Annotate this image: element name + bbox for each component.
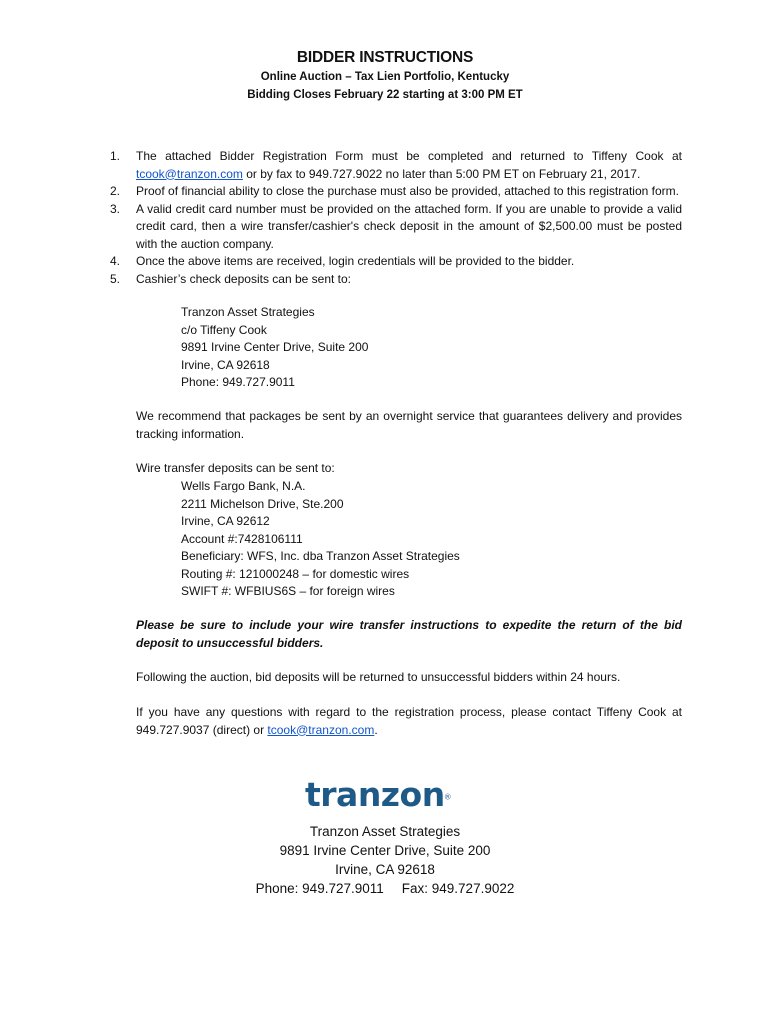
- wire-line: 2211 Michelson Drive, Ste.200: [181, 496, 344, 511]
- tranzon-logo: [305, 775, 470, 815]
- list-item-text: Proof of financial ability to close the purchase must also be provided, attached to this registration form.: [136, 184, 679, 198]
- instruction-list: [110, 148, 682, 288]
- page-title: BIDDER INSTRUCTIONS: [296, 49, 474, 66]
- footer-fax: Fax: 949.727.9022: [401, 881, 515, 896]
- wire-line: Beneficiary: WFS, Inc. dba Tranzon Asset Strategies: [181, 549, 460, 563]
- auction-subtitle: Online Auction – Tax Lien Portfolio, Kentucky: [260, 71, 510, 83]
- email-link[interactable]: tcook@tranzon.com: [136, 166, 243, 181]
- contact-text: If you have any questions with regard to the registration process, please contact Tiffeny Cook at 949.727.9037 (direct) or: [136, 705, 682, 737]
- address-line: Irvine, CA 92618: [181, 357, 270, 372]
- list-item: [110, 271, 682, 289]
- contact-note: [136, 704, 682, 739]
- address-line: Tranzon Asset Strategies: [181, 305, 315, 319]
- wire-line: Wells Fargo Bank, N.A.: [181, 479, 306, 493]
- list-number: 5.: [110, 271, 121, 286]
- list-number: 4.: [110, 254, 121, 268]
- list-item-text: Once the above items are received, login credentials will be provided to the bidder.: [136, 254, 575, 268]
- footer-phone: Phone: 949.727.9011: [255, 881, 384, 896]
- list-item-text: or by fax to 949.727.9022 no later than 5:00 PM ET on February 21, 2017.: [242, 166, 641, 181]
- footer-street: 9891 Irvine Center Drive, Suite 200: [279, 843, 491, 858]
- footer-company: Tranzon Asset Strategies: [309, 824, 461, 839]
- list-item: [110, 148, 682, 183]
- list-item: [110, 253, 682, 271]
- list-item: [110, 183, 682, 201]
- list-item-text: Cashier’s check deposits can be sent to:: [136, 271, 352, 286]
- list-number: 1.: [110, 149, 121, 163]
- wire-line: Irvine, CA 92612: [181, 514, 270, 528]
- address-line: c/o Tiffeny Cook: [181, 322, 267, 337]
- list-number: 2.: [110, 184, 121, 198]
- return-note: Following the auction, bid deposits will be returned to unsuccessful bidders within 24 hours.: [136, 670, 621, 684]
- list-item-text: A valid credit card number must be provided on the attached form. If you are unable to provide a valid credit card, then a wire transfer/cashier's check deposit in the amount of $2,500.00 must be posted with the auction company.: [136, 201, 682, 251]
- wire-address-block: [181, 478, 460, 601]
- closing-subtitle: Bidding Closes February 22 starting at 3:00 PM ET: [247, 89, 523, 101]
- list-number: 3.: [110, 201, 121, 216]
- overnight-note: We recommend that packages be sent by an overnight service that guarantees delivery and provides tracking information.: [136, 409, 682, 441]
- logo-wordmark: tranzon: [305, 775, 445, 814]
- wire-instructions-emphasis: Please be sure to include your wire transfer instructions to expedite the return of the bid deposit to unsuccessful bidders.: [136, 618, 682, 650]
- footer-city: Irvine, CA 92618: [335, 862, 435, 877]
- wire-intro: Wire transfer deposits can be sent to:: [136, 461, 335, 475]
- wire-line: SWIFT #: WFBIUS6S – for foreign wires: [181, 584, 395, 598]
- contact-text-end: .: [374, 722, 378, 737]
- wire-line: Account #:7428106111: [181, 531, 303, 546]
- list-item-text: The attached Bidder Registration Form must be completed and returned to Tiffeny Cook at: [136, 149, 682, 163]
- address-line: Phone: 949.727.9011: [181, 375, 295, 389]
- list-item: [110, 201, 682, 254]
- address-line: 9891 Irvine Center Drive, Suite 200: [181, 340, 369, 354]
- registered-mark: ®: [444, 792, 451, 802]
- footer-contact: [0, 879, 770, 898]
- wire-line: Routing #: 121000248 – for domestic wires: [181, 566, 410, 581]
- cashier-address-block: [181, 304, 368, 392]
- email-link[interactable]: tcook@tranzon.com: [267, 722, 375, 737]
